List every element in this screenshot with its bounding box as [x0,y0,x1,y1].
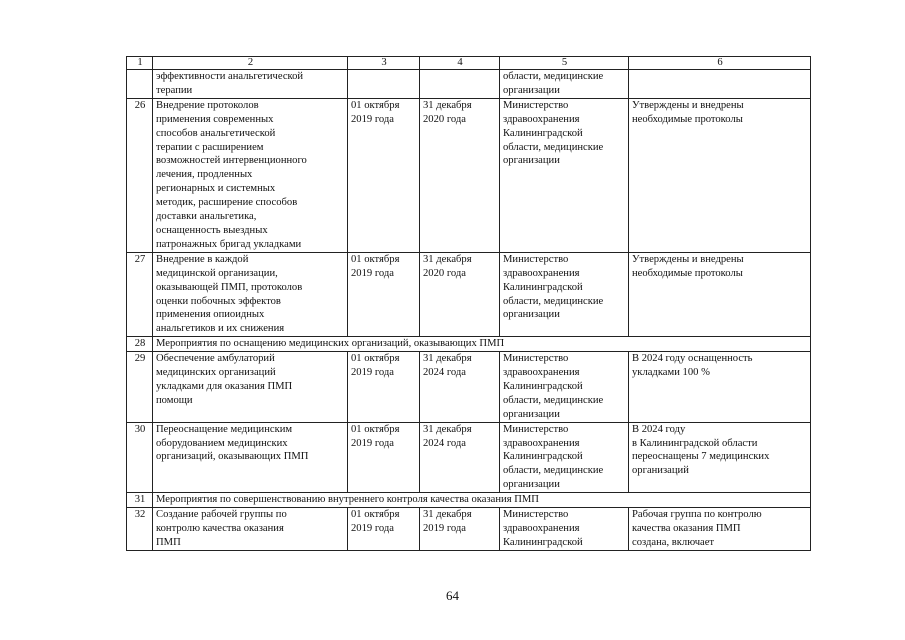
section-title-cell: Мероприятия по совершенствованию внутреннего контроля качества оказания ПМП [153,493,811,508]
column-number-header-row [127,57,811,70]
row-number-cell: 26 [127,98,153,252]
end-date-cell-text: 31 декабря 2020 года [423,99,472,125]
responsible-cell [500,352,629,423]
responsible-cell-text: Министерство здравоохранения Калининградской [503,509,583,548]
result-cell [629,352,811,423]
table-row [127,352,811,423]
end-date-cell [420,422,500,493]
result-cell-text: В 2024 году в Калининградской области переоснащены 7 медицинских организаций [632,423,770,477]
row-number-cell: 30 [127,422,153,493]
measures-table [126,56,811,551]
activity-cell [153,70,348,99]
result-cell-text: В 2024 году оснащенность укладками 100 % [632,353,753,379]
column-number-3: 3 [348,57,420,70]
start-date-cell [348,70,420,99]
activity-cell [153,252,348,336]
result-cell [629,252,811,336]
activity-cell-text: эффективности анальгетической терапии [156,71,304,96]
end-date-cell-text: 31 декабря 2024 года [423,423,472,449]
responsible-cell-text: области, медицинские организации [503,71,604,96]
responsible-cell [500,422,629,493]
table-row [127,252,811,336]
column-number-1: 1 [127,57,153,70]
end-date-cell-text: 31 декабря 2020 года [423,253,472,279]
responsible-cell [500,70,629,99]
start-date-cell-text: 01 октября 2019 года [351,99,400,125]
responsible-cell [500,252,629,336]
table-row [127,422,811,493]
activity-cell-text: Переоснащение медицинским оборудованием медицинских организаций, оказывающих ПМП [156,423,309,463]
end-date-cell-text: 31 декабря 2024 года [423,353,472,379]
start-date-cell [348,352,420,423]
result-cell-text: Рабочая группа по контролю качества оказания ПМП создана, включает [632,509,762,548]
table-body [127,57,811,551]
activity-cell-text: Внедрение в каждой медицинской организации, оказывающей ПМП, протоколов оценки побочных эффектов применения опиоидных анальгетиков и их снижения [156,253,303,335]
result-cell [629,508,811,551]
row-number-cell: 32 [127,508,153,551]
start-date-cell-text: 01 октября 2019 года [351,509,400,534]
activity-cell [153,508,348,551]
responsible-cell-text: Министерство здравоохранения Калининградской области, медицинские организации [503,423,604,491]
responsible-cell [500,508,629,551]
section-row [127,493,811,508]
start-date-cell-text: 01 октября 2019 года [351,423,400,449]
table-row [127,70,811,99]
activity-cell-text: Внедрение протоколов применения современных способов анальгетической терапии с расширением возможностей интервенционного лечения, продленных регионарных и системных методик, расширение способов доставки анальгетика, оснащенность выездных патронажных бригад укладками [156,99,307,250]
column-number-6: 6 [629,57,811,70]
row-number-cell: 27 [127,252,153,336]
end-date-cell-text: 31 декабря 2019 года [423,509,472,534]
responsible-cell [500,98,629,252]
end-date-cell [420,252,500,336]
start-date-cell [348,98,420,252]
responsible-cell-text: Министерство здравоохранения Калининградской области, медицинские организации [503,99,604,167]
result-cell [629,422,811,493]
row-number-cell: 28 [127,337,153,352]
result-cell [629,98,811,252]
activity-cell-text: Создание рабочей группы по контролю качества оказания ПМП [156,509,287,548]
activity-cell [153,352,348,423]
row-number-cell: 31 [127,493,153,508]
table-row [127,98,811,252]
end-date-cell [420,98,500,252]
page-number: 64 [446,588,459,603]
table-row [127,508,811,551]
activity-cell [153,422,348,493]
result-cell-text: Утверждены и внедрены необходимые протоколы [632,99,744,125]
start-date-cell-text: 01 октября 2019 года [351,353,400,379]
column-number-4: 4 [420,57,500,70]
activity-cell-text: Обеспечение амбулаторий медицинских организаций укладками для оказания ПМП помощи [156,353,293,406]
row-number-cell: 29 [127,352,153,423]
start-date-cell [348,422,420,493]
responsible-cell-text: Министерство здравоохранения Калининградской области, медицинские организации [503,253,604,321]
activity-cell [153,98,348,252]
start-date-cell-text: 01 октября 2019 года [351,253,400,279]
result-cell [629,70,811,99]
column-number-5: 5 [500,57,629,70]
end-date-cell [420,508,500,551]
section-row [127,337,811,352]
end-date-cell [420,70,500,99]
responsible-cell-text: Министерство здравоохранения Калининградской области, медицинские организации [503,353,604,420]
column-number-2: 2 [153,57,348,70]
end-date-cell [420,352,500,423]
start-date-cell [348,508,420,551]
result-cell-text: Утверждены и внедрены необходимые протоколы [632,253,744,279]
row-number-cell [127,70,153,99]
section-title-cell: Мероприятия по оснащению медицинских организаций, оказывающих ПМП [153,337,811,352]
start-date-cell [348,252,420,336]
